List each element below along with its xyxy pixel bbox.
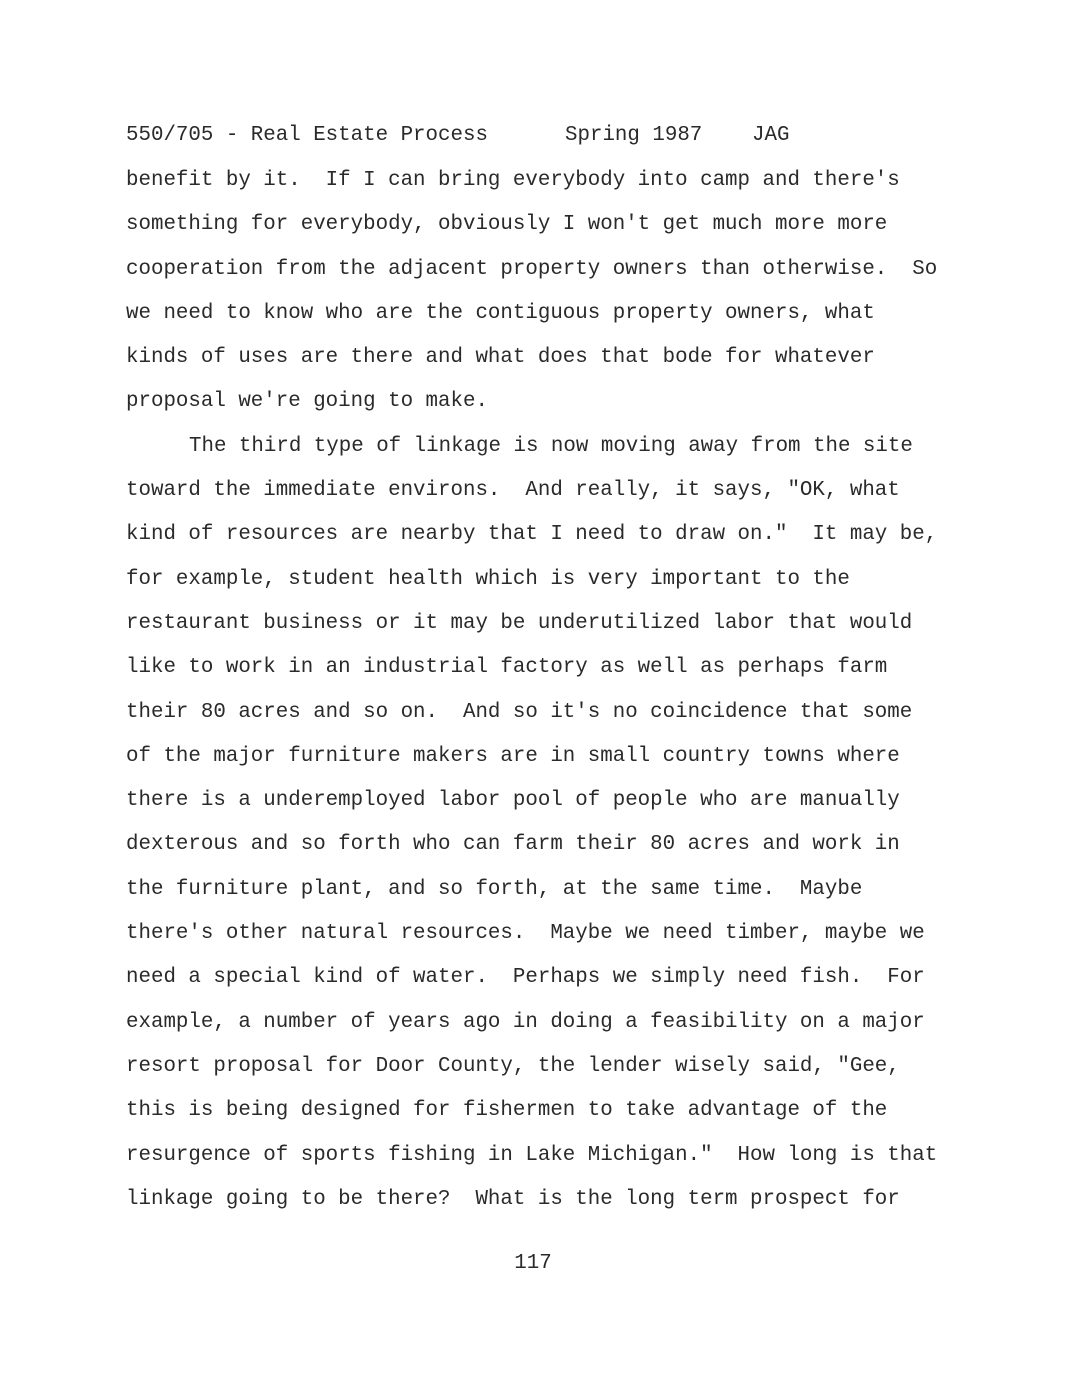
text-line: there's other natural resources. Maybe we need timber, maybe we [126, 922, 925, 946]
text-line: proposal we're going to make. [126, 390, 488, 414]
text-line: kind of resources are nearby that I need to draw on." It may be, [126, 523, 938, 547]
text-line: the furniture plant, and so forth, at the same time. Maybe [126, 877, 863, 901]
text-line: kinds of uses are there and what does that bode for whatever [126, 346, 875, 370]
text-line: this is being designed for fishermen to take advantage of the [126, 1099, 888, 1123]
author-initials: JAG [752, 124, 790, 147]
text-line: their 80 acres and so on. And so it's no coincidence that some [126, 700, 913, 724]
text-line: example, a number of years ago in doing a feasibility on a major [126, 1010, 925, 1034]
text-line: toward the immediate environs. And really, it says, "OK, what [126, 479, 900, 503]
text-line: for example, student health which is very important to the [126, 567, 850, 591]
text-line: like to work in an industrial factory as well as perhaps farm [126, 656, 888, 680]
body-text [126, 167, 956, 1230]
text-line: resort proposal for Door County, the lender wisely said, "Gee, [126, 1054, 900, 1078]
term-label: Spring 1987 [565, 124, 703, 147]
text-line: of the major furniture makers are in small country towns where [126, 744, 900, 768]
text-line: dexterous and so forth who can farm their 80 acres and work in [126, 833, 900, 857]
text-line: resurgence of sports fishing in Lake Michigan." How long is that [126, 1143, 938, 1167]
paragraph-start-line: The third type of linkage is now moving away from the site [189, 434, 913, 458]
text-line: linkage going to be there? What is the long term prospect for [126, 1187, 900, 1211]
text-line: something for everybody, obviously I won't get much more more [126, 213, 888, 237]
text-line: restaurant business or it may be underutilized labor that would [126, 611, 913, 635]
text-line: benefit by it. If I can bring everybody into camp and there's [126, 169, 900, 192]
text-line: there is a underemployed labor pool of people who are manually [126, 789, 900, 813]
course-title: 550/705 - Real Estate Process [126, 124, 488, 147]
page-number: 117 [514, 1252, 552, 1275]
text-line: we need to know who are the contiguous property owners, what [126, 301, 875, 325]
page-header [126, 122, 789, 150]
text-line: need a special kind of water. Perhaps we simply need fish. For [126, 966, 925, 990]
text-line: cooperation from the adjacent property owners than otherwise. So [126, 257, 938, 281]
